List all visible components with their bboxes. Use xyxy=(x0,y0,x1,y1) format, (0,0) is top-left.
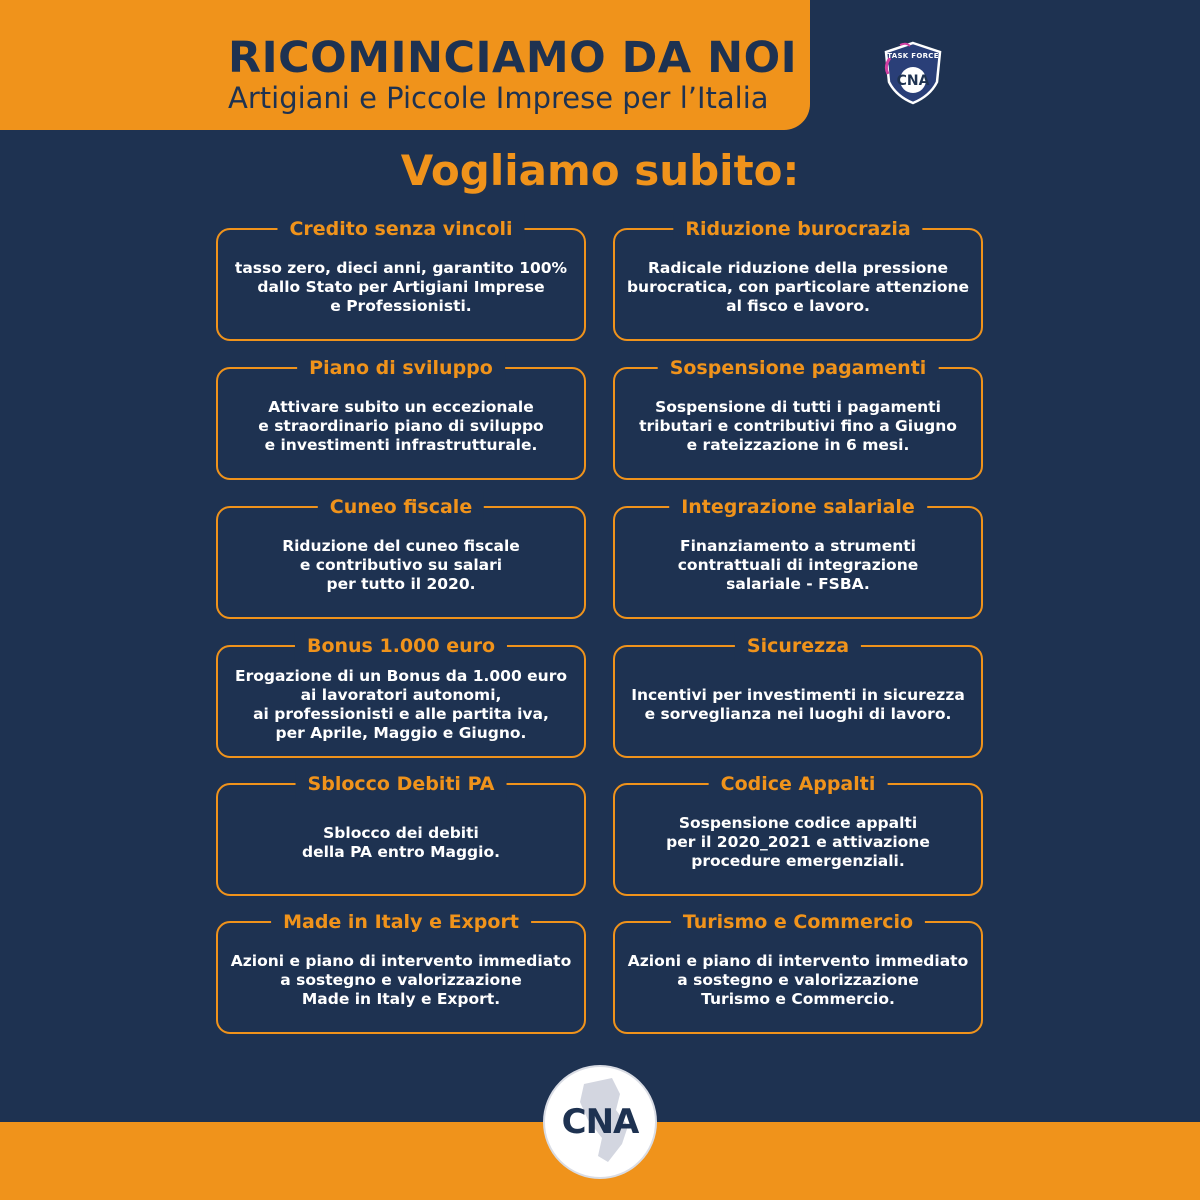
card-title: Sospensione pagamenti xyxy=(658,353,939,383)
badge-top-text: TASK FORCE xyxy=(887,52,939,60)
card-title: Turismo e Commercio xyxy=(671,907,925,937)
card-title: Riduzione burocrazia xyxy=(673,214,922,244)
demand-card-cuneo-fiscale xyxy=(216,496,586,619)
demand-card-credito xyxy=(216,218,586,341)
card-body: Azioni e piano di intervento immediato a sostegno e valorizzazione Made in Italy e Export. xyxy=(230,952,572,1008)
card-body: Sospensione di tutti i pagamenti tributari e contributivi fino a Giugno e rateizzazione in 6 mesi. xyxy=(639,398,957,454)
card-body: Sospensione codice appalti per il 2020_2021 e attivazione procedure emergenziali. xyxy=(666,814,930,870)
card-title: Sblocco Debiti PA xyxy=(296,769,507,799)
header-title: RICOMINCIAMO DA NOI xyxy=(228,33,798,83)
demand-card-debiti-pa xyxy=(216,773,586,896)
demand-card-sicurezza xyxy=(613,635,983,758)
cna-logo xyxy=(542,1064,658,1180)
card-body: Azioni e piano di intervento immediato a sostegno e valorizzazione Turismo e Commercio. xyxy=(627,952,969,1008)
card-title: Made in Italy e Export xyxy=(271,907,531,937)
demand-card-burocrazia xyxy=(613,218,983,341)
card-body: tasso zero, dieci anni, garantito 100% dallo Stato per Artigiani Imprese e Professionisti. xyxy=(234,259,568,315)
cna-logo-text: CNA xyxy=(561,1102,639,1142)
demand-card-integrazione-salariale xyxy=(613,496,983,619)
card-title: Piano di sviluppo xyxy=(297,353,505,383)
demand-card-codice-appalti xyxy=(613,773,983,896)
card-body: Riduzione del cuneo fiscale e contributivo su salari per tutto il 2020. xyxy=(282,537,520,593)
demand-card-turismo xyxy=(613,911,983,1034)
demand-card-sviluppo xyxy=(216,357,586,480)
card-title: Bonus 1.000 euro xyxy=(295,631,507,661)
card-title: Cuneo fiscale xyxy=(318,492,484,522)
demand-card-pagamenti xyxy=(613,357,983,480)
card-title: Integrazione salariale xyxy=(669,492,927,522)
card-body: Sblocco dei debiti della PA entro Maggio. xyxy=(302,823,500,861)
section-title: Vogliamo subito: xyxy=(400,146,800,195)
card-body: Radicale riduzione della pressione burocratica, con particolare attenzione al fisco e lavoro. xyxy=(626,259,970,315)
card-title: Sicurezza xyxy=(735,631,861,661)
card-body: Attivare subito un eccezionale e straordinario piano di sviluppo e investimenti infrastrutturale. xyxy=(258,398,544,454)
card-body: Erogazione di un Bonus da 1.000 euro ai lavoratori autonomi, ai professionisti e alle partita iva, per Aprile, Maggio e Giugno. xyxy=(234,666,567,742)
card-title: Codice Appalti xyxy=(709,769,888,799)
header-subtitle: Artigiani e Piccole Imprese per l’Italia xyxy=(228,81,769,115)
demand-card-bonus xyxy=(216,635,586,758)
demand-card-made-in-italy xyxy=(216,911,586,1034)
card-title: Credito senza vincoli xyxy=(277,214,524,244)
card-body: Finanziamento a strumenti contrattuali di integrazione salariale - FSBA. xyxy=(677,537,919,593)
badge-logo-text: CNA xyxy=(896,73,930,89)
card-body: Incentivi per investimenti in sicurezza e sorveglianza nei luoghi di lavoro. xyxy=(631,685,965,723)
